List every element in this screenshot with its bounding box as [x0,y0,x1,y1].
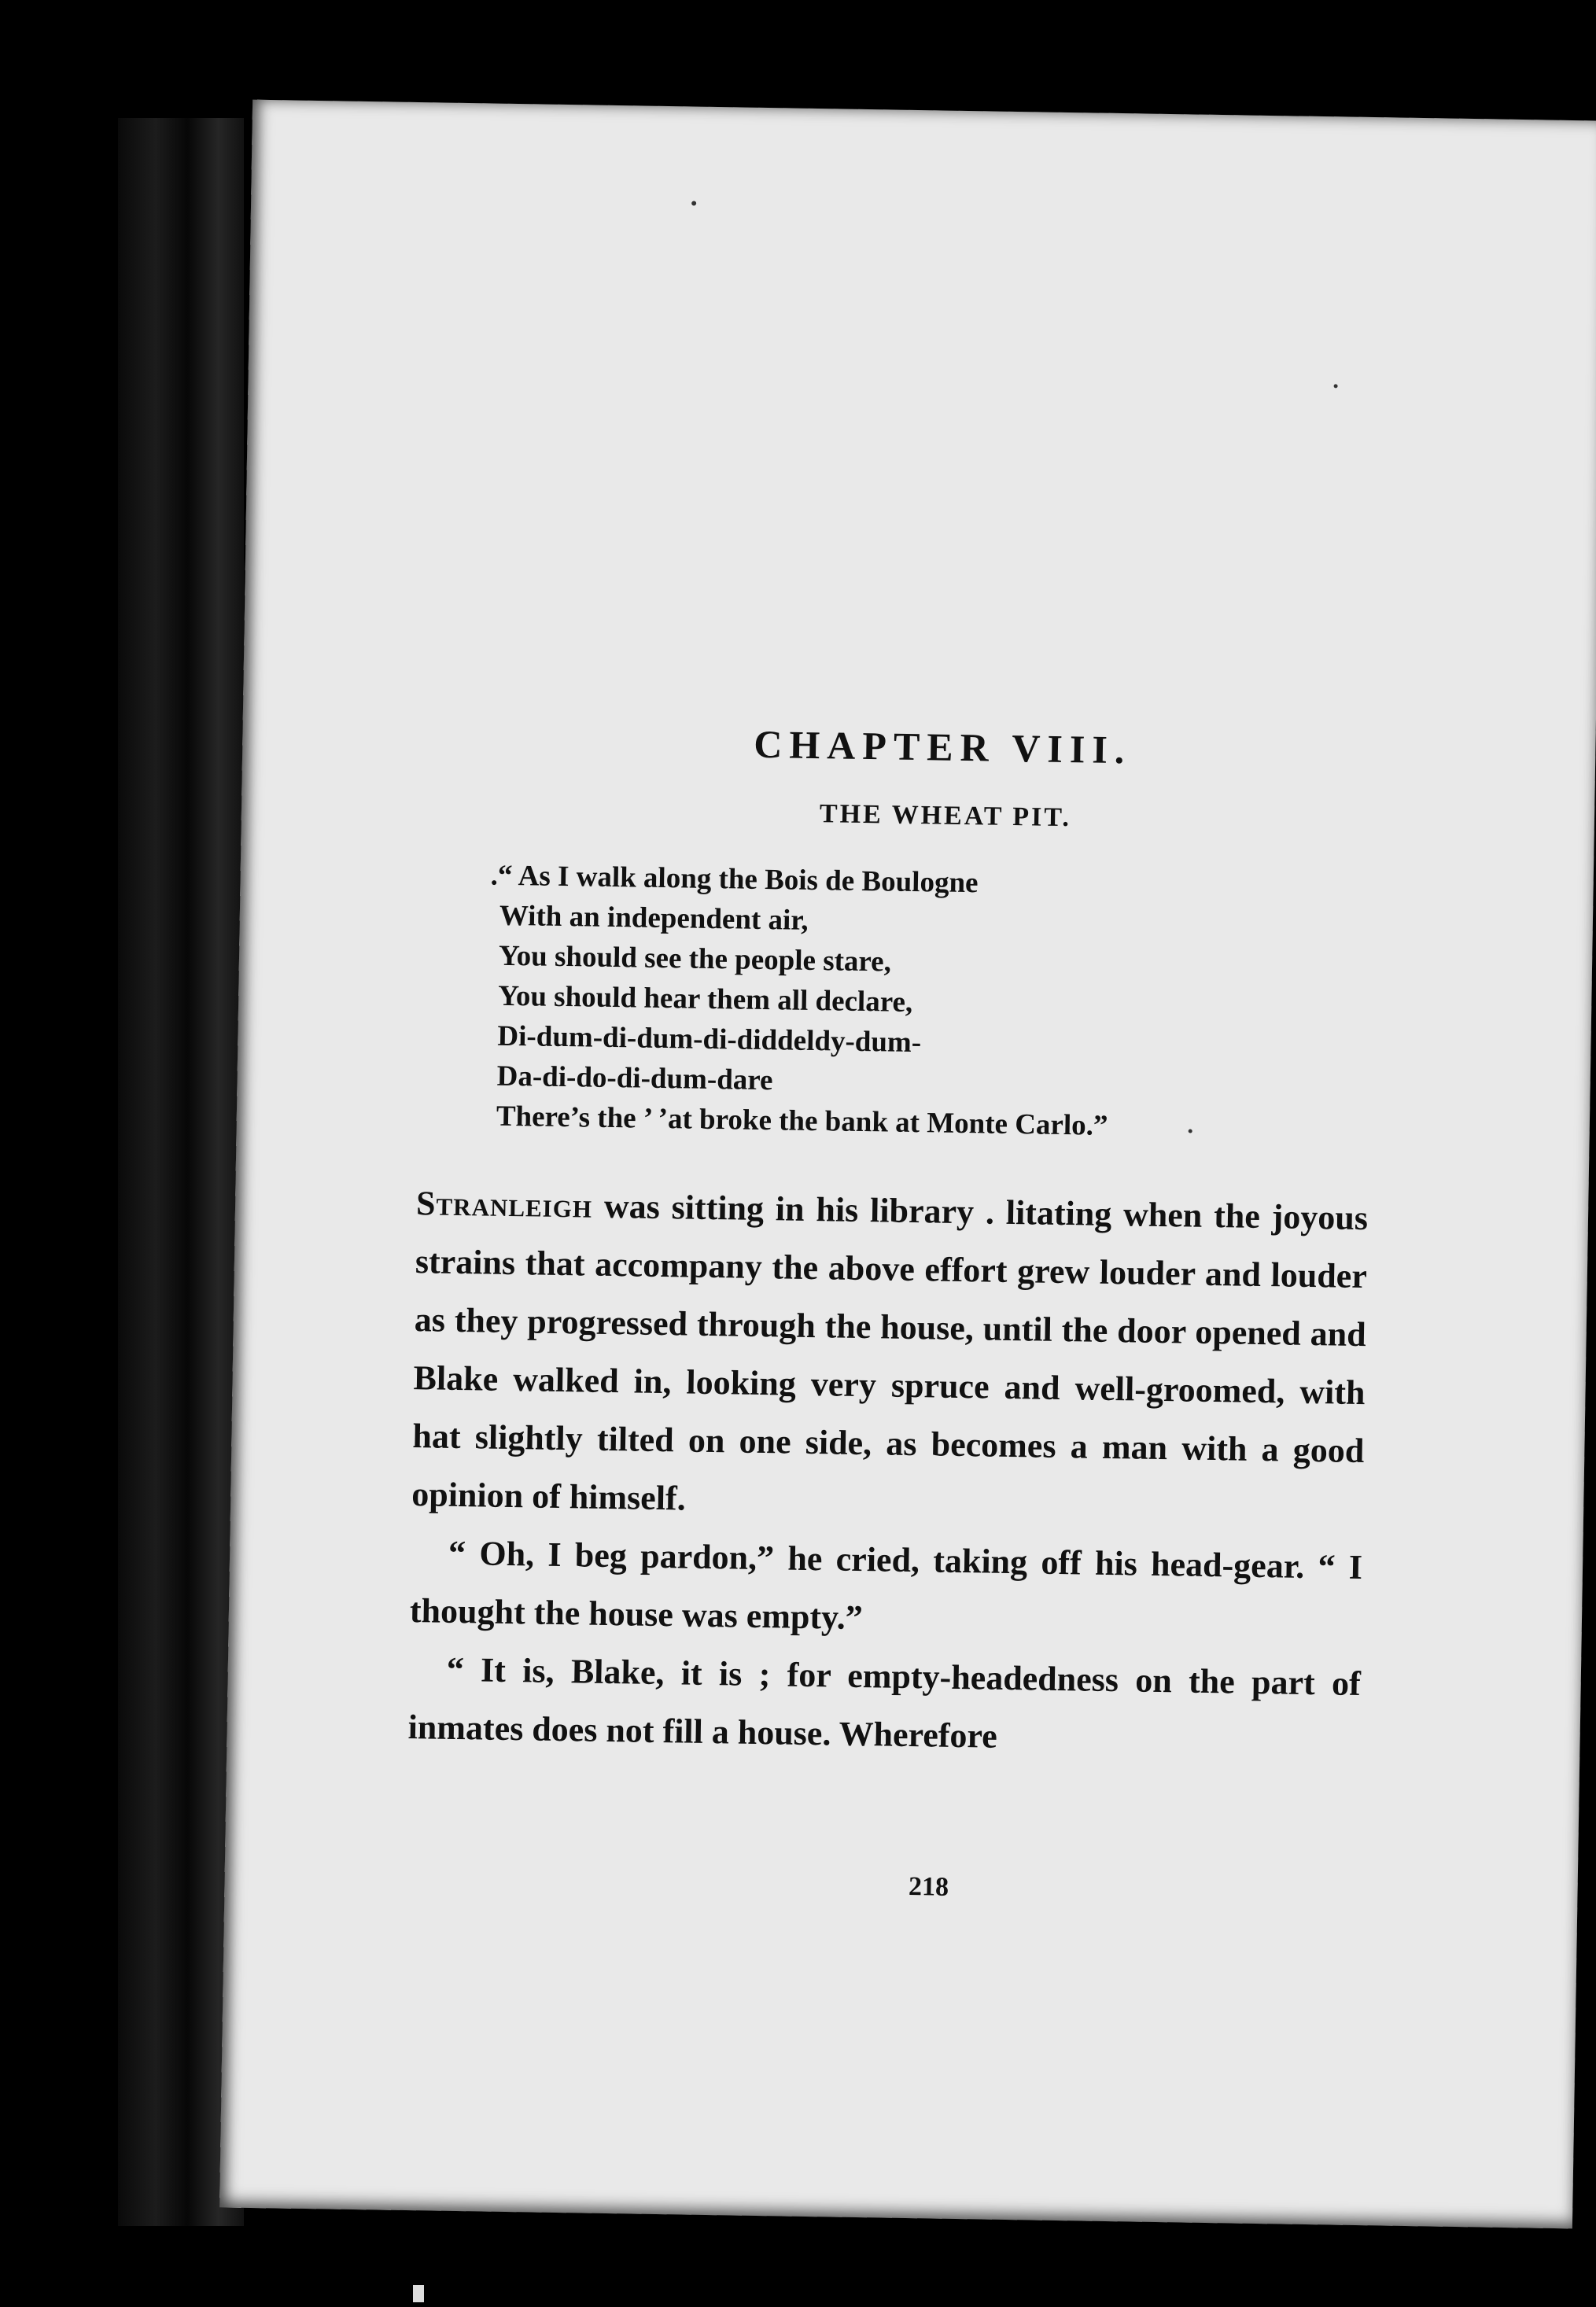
page-sheet [219,100,1596,2229]
paragraph [411,1174,1369,1539]
chapter-subtitle: THE WHEAT PIT. [819,799,1072,833]
page-number: 218 [908,1872,949,1902]
epigraph-line: Da-di-do-di-dum-dare [496,1060,773,1097]
epigraph-line: You should hear them all declare, [497,979,913,1019]
paragraph-text: was sitting in his library . litating when the joyous strains that accompany the above effort grew louder and louder as they progressed through the house, until the door opened and Blake walked in, looking very spruce and well-groomed, with hat slightly tilted on one side, as becomes a man with a good opinion of himself. [411,1186,1369,1518]
paragraph-lead: Stranleigh [415,1184,593,1225]
epigraph-line: With an independent air, [499,899,809,937]
epigraph [490,856,1373,1150]
epigraph-line: Di-dum-di-dum-di-diddeldy-dum- [497,1019,922,1060]
paragraph: “ Oh, I beg pardon,” he cried, taking off his head-gear. “ I thought the house was empty.” [409,1533,1363,1638]
speck [691,201,696,205]
body-text [407,1174,1368,1771]
epigraph-line: You should see the people stare, [498,939,892,978]
epigraph-line: .“ As I walk along the Bois de Boulogne [490,859,979,900]
scan-mark [413,2285,424,2302]
chapter-title: CHAPTER VIII. [753,721,1132,772]
text-block [407,716,1376,1902]
speck [1334,384,1338,388]
paragraph: “ It is, Blake, it is ; for empty-headedness on the part of inmates does not fill a house. Wherefore [407,1649,1362,1756]
epigraph-line: There’s the ’ ’at broke the bank at Monte Carlo.” [496,1100,1108,1142]
